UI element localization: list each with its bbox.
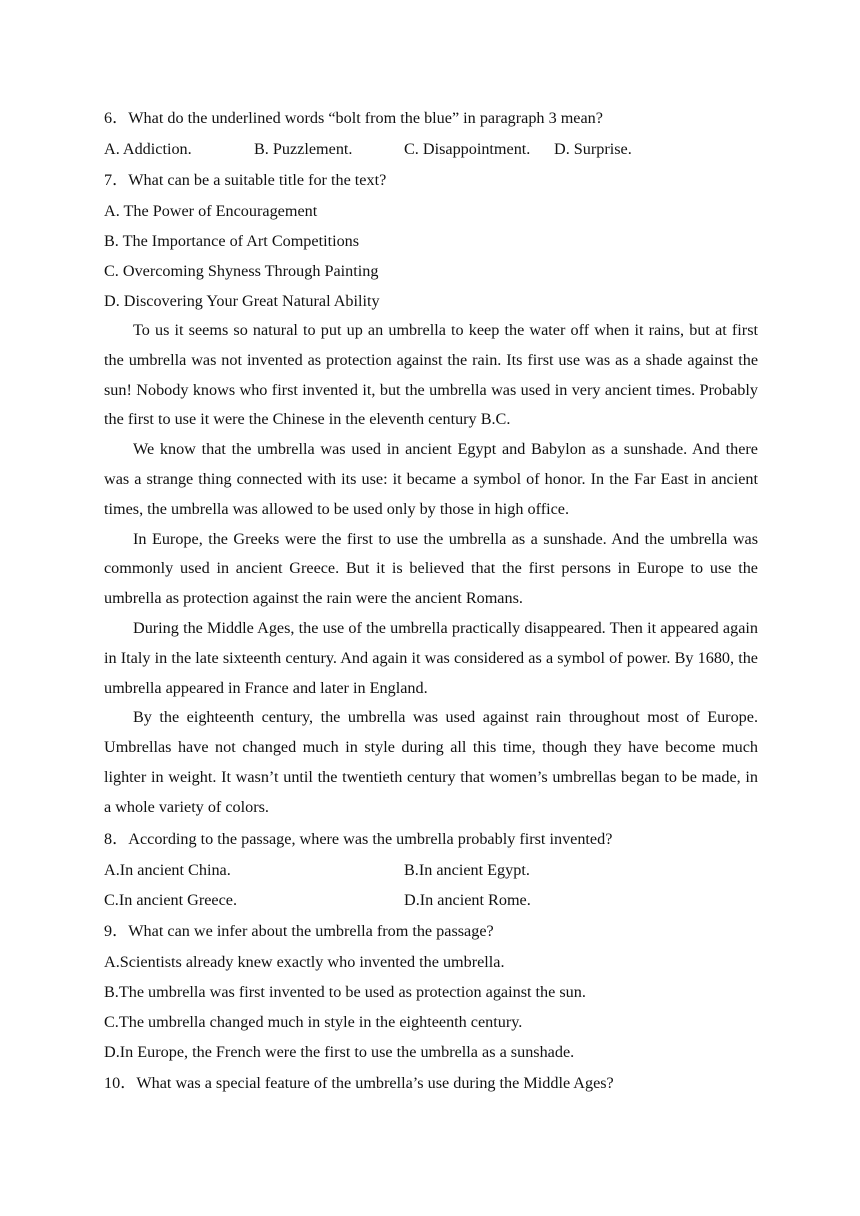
passage-paragraph-4: During the Middle Ages, the use of the umbrella practically disappeared. Then it appeared again in Italy in the late sixteenth century. And again it was considered as a symbol of power. By 1680, the umbrella appeared in France and later in England. <box>104 618 758 697</box>
question-7-stem: 7．What can be a suitable title for the text? <box>104 171 387 189</box>
q9-option-b: B.The umbrella was first invented to be used as protection against the sun. <box>104 982 586 1001</box>
passage-paragraph-5: By the eighteenth century, the umbrella was used against rain throughout most of Europe. Umbrellas have not changed much in style during all this time, though they have become much lighter in weight. It wasn’t until the twentieth century that women’s umbrellas began to be made, in a whole variety of colors. <box>104 708 758 816</box>
q6-option-c: C. Disappointment. <box>404 140 531 158</box>
q8-option-d: D.In ancient Rome. <box>404 890 531 909</box>
q7-option-d: D. Discovering Your Great Natural Ability <box>104 292 380 310</box>
reading-passage <box>104 316 758 823</box>
q7-option-b: B. The Importance of Art Competitions <box>104 232 360 250</box>
q9-option-d: D.In Europe, the French were the first to use the umbrella as a sunshade. <box>104 1042 575 1061</box>
q8-option-a: A.In ancient China. <box>104 860 231 879</box>
q9-option-c: C.The umbrella changed much in style in the eighteenth century. <box>104 1012 523 1031</box>
question-8-options-row-1 <box>104 855 758 885</box>
question-8-options-row-2 <box>104 885 758 915</box>
question-9-stem: 9．What can we infer about the umbrella from the passage? <box>104 921 494 940</box>
passage-paragraph-3: In Europe, the Greeks were the first to use the umbrella as a sunshade. And the umbrella was commonly used in ancient Greece. But it is believed that the first persons in Europe to use the umbrella as protection against the rain were the ancient Romans. <box>104 529 758 608</box>
passage-paragraph-2: We know that the umbrella was used in ancient Egypt and Babylon as a sunshade. And there was a strange thing connected with its use: it became a symbol of honor. In the Far East in ancient times, the umbrella was allowed to be used only by those in high office. <box>104 440 758 518</box>
worksheet-page <box>104 102 758 1099</box>
q8-option-b: B.In ancient Egypt. <box>404 860 530 879</box>
q6-option-d: D. Surprise. <box>554 140 632 158</box>
q8-option-c: C.In ancient Greece. <box>104 890 238 909</box>
question-6-options <box>104 134 758 164</box>
q9-option-a: A.Scientists already knew exactly who invented the umbrella. <box>104 952 505 971</box>
passage-paragraph-1: To us it seems so natural to put up an umbrella to keep the water off when it rains, but at first the umbrella was not invented as protection against the rain. Its first use was as a shade against the sun! Nobody knows who first invented it, but the umbrella was used in very ancient times. Probably the first to use it were the Chinese in the eleventh century B.C. <box>104 321 758 429</box>
question-10-stem: 10．What was a special feature of the umbrella’s use during the Middle Ages? <box>104 1073 614 1092</box>
q7-option-c: C. Overcoming Shyness Through Painting <box>104 262 379 280</box>
q7-option-a: A. The Power of Encouragement <box>104 202 318 220</box>
q6-option-a: A. Addiction. <box>104 140 192 158</box>
q6-option-b: B. Puzzlement. <box>254 140 353 158</box>
question-6-stem: 6．What do the underlined words “bolt from the blue” in paragraph 3 mean? <box>104 109 603 127</box>
question-8-stem: 8．According to the passage, where was the umbrella probably first invented? <box>104 829 613 848</box>
